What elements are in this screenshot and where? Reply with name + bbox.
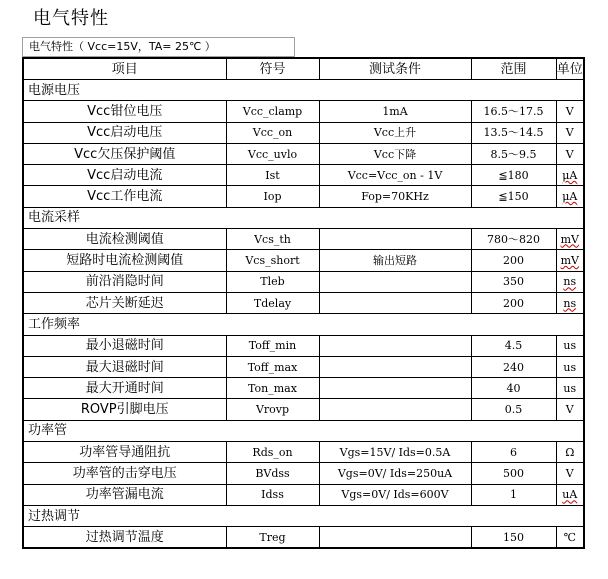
symbol-cell: Toff_min (226, 335, 319, 356)
range-cell: 150 (471, 527, 556, 549)
unit-cell: us (556, 378, 584, 399)
section-row (23, 314, 584, 335)
range-cell: 200 (471, 250, 556, 271)
item-cell: 最小退磁时间 (23, 335, 226, 356)
unit-cell: V (556, 143, 584, 164)
range-cell: 4.5 (471, 335, 556, 356)
item-cell: ROVP引脚电压 (23, 399, 226, 420)
item-cell: 功率管漏电流 (23, 484, 226, 505)
condition-cell (319, 271, 471, 292)
range-cell: 13.5～14.5 (471, 122, 556, 143)
range-cell: 200 (471, 292, 556, 313)
item-cell: 最大开通时间 (23, 378, 226, 399)
table-row (23, 484, 584, 505)
item-cell: 芯片关断延迟 (23, 292, 226, 313)
range-cell: 780～820 (471, 229, 556, 250)
symbol-cell: Tdelay (226, 292, 319, 313)
symbol-cell: Ist (226, 165, 319, 186)
section-title: 功率管 (23, 420, 584, 441)
table-row (23, 122, 584, 143)
section-row (23, 207, 584, 228)
unit-cell: ℃ (556, 527, 584, 549)
condition-cell (319, 527, 471, 549)
table-row (23, 165, 584, 186)
condition-cell (319, 229, 471, 250)
unit-cell: ns (556, 292, 584, 313)
item-cell: Vcc启动电压 (23, 122, 226, 143)
unit-cell: μA (556, 186, 584, 207)
table-row (23, 250, 584, 271)
symbol-cell: Idss (226, 484, 319, 505)
header-symbol: 符号 (226, 58, 319, 80)
symbol-cell: Rds_on (226, 442, 319, 463)
unit-cell: V (556, 122, 584, 143)
section-row (23, 420, 584, 441)
symbol-cell: Vcc_uvlo (226, 143, 319, 164)
section-row (23, 80, 584, 101)
header-item: 项目 (23, 58, 226, 80)
table-row (23, 143, 584, 164)
table-row (23, 442, 584, 463)
table-row (23, 101, 584, 122)
range-cell: ≦180 (471, 165, 556, 186)
range-cell: 0.5 (471, 399, 556, 420)
page-title: 电气特性 (33, 8, 109, 29)
table-row (23, 292, 584, 313)
item-cell: 最大退磁时间 (23, 356, 226, 377)
condition-cell: 输出短路 (319, 250, 471, 271)
table-row (23, 378, 584, 399)
condition-cell (319, 356, 471, 377)
section-row (23, 505, 584, 526)
condition-cell (319, 399, 471, 420)
item-cell: 功率管的击穿电压 (23, 463, 226, 484)
unit-cell: V (556, 101, 584, 122)
symbol-cell: Vcc_on (226, 122, 319, 143)
range-cell: 500 (471, 463, 556, 484)
header-condition: 测试条件 (319, 58, 471, 80)
symbol-cell: BVdss (226, 463, 319, 484)
item-cell: 短路时电流检测阈值 (23, 250, 226, 271)
condition-cell: Vgs=0V/ Ids=600V (319, 484, 471, 505)
condition-cell: Vcc=Vcc_on - 1V (319, 165, 471, 186)
unit-cell: us (556, 356, 584, 377)
item-cell: Vcc钳位电压 (23, 101, 226, 122)
test-conditions-label: 电气特性（ Vcc=15V，TA= 25℃ ） (22, 37, 295, 57)
condition-cell: 1mA (319, 101, 471, 122)
condition-cell: Vcc上升 (319, 122, 471, 143)
symbol-cell: Vcs_short (226, 250, 319, 271)
range-cell: 40 (471, 378, 556, 399)
condition-cell: Fop=70KHz (319, 186, 471, 207)
table-row (23, 356, 584, 377)
table-row (23, 463, 584, 484)
table-row (23, 186, 584, 207)
unit-cell: Ω (556, 442, 584, 463)
range-cell: 240 (471, 356, 556, 377)
section-title: 工作频率 (23, 314, 584, 335)
symbol-cell: Iop (226, 186, 319, 207)
item-cell: Vcc启动电流 (23, 165, 226, 186)
table-row (23, 271, 584, 292)
condition-cell (319, 292, 471, 313)
symbol-cell: Vrovp (226, 399, 319, 420)
range-cell: ≦150 (471, 186, 556, 207)
item-cell: Vcc欠压保护阈值 (23, 143, 226, 164)
unit-cell: V (556, 463, 584, 484)
range-cell: 6 (471, 442, 556, 463)
symbol-cell: Tleb (226, 271, 319, 292)
item-cell: 前沿消隐时间 (23, 271, 226, 292)
header-range: 范围 (471, 58, 556, 80)
condition-cell (319, 378, 471, 399)
symbol-cell: Ton_max (226, 378, 319, 399)
range-cell: 8.5～9.5 (471, 143, 556, 164)
table-row (23, 335, 584, 356)
condition-cell: Vgs=15V/ Ids=0.5A (319, 442, 471, 463)
item-cell: 电流检测阈值 (23, 229, 226, 250)
section-title: 电流采样 (23, 207, 584, 228)
range-cell: 16.5～17.5 (471, 101, 556, 122)
unit-cell: mV (556, 250, 584, 271)
symbol-cell: Vcs_th (226, 229, 319, 250)
section-title: 电源电压 (23, 80, 584, 101)
condition-cell: Vcc下降 (319, 143, 471, 164)
range-cell: 350 (471, 271, 556, 292)
unit-cell: mV (556, 229, 584, 250)
unit-cell: uA (556, 484, 584, 505)
symbol-cell: Treg (226, 527, 319, 549)
unit-cell: V (556, 399, 584, 420)
table-header-row (23, 58, 584, 80)
condition-cell (319, 335, 471, 356)
table-row (23, 229, 584, 250)
header-unit: 单位 (556, 58, 584, 80)
item-cell: Vcc工作电流 (23, 186, 226, 207)
electrical-characteristics-table (22, 57, 585, 549)
table-row (23, 527, 584, 549)
range-cell: 1 (471, 484, 556, 505)
symbol-cell: Toff_max (226, 356, 319, 377)
condition-cell: Vgs=0V/ Ids=250uA (319, 463, 471, 484)
unit-cell: μA (556, 165, 584, 186)
symbol-cell: Vcc_clamp (226, 101, 319, 122)
section-title: 过热调节 (23, 505, 584, 526)
unit-cell: us (556, 335, 584, 356)
unit-cell: ns (556, 271, 584, 292)
table-row (23, 399, 584, 420)
item-cell: 过热调节温度 (23, 527, 226, 549)
item-cell: 功率管导通阻抗 (23, 442, 226, 463)
